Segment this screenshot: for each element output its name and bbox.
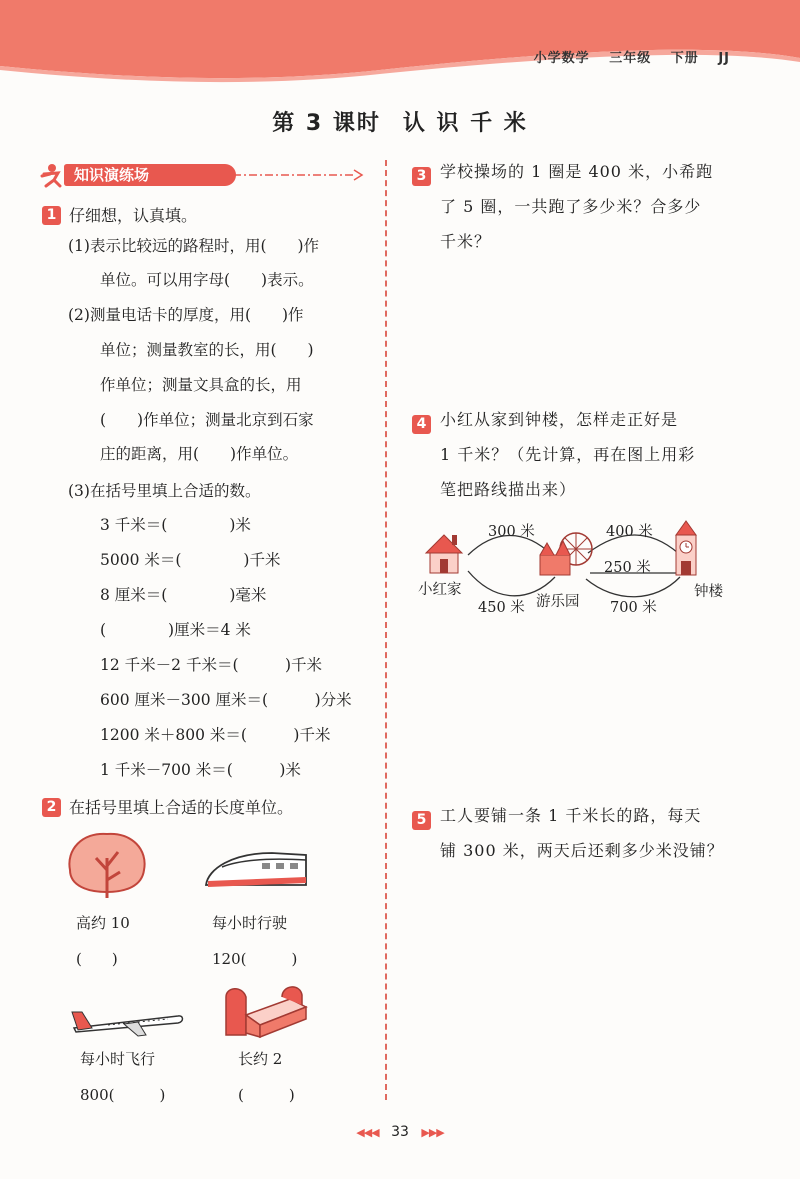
right-arrows-icon: ▶▶▶	[421, 1126, 444, 1139]
q3-text	[440, 154, 713, 259]
q1-prompt: 仔细想，认真填。	[69, 206, 198, 225]
dist-park-tower-mid: 250 米	[604, 560, 651, 576]
plane-caption: 每小时飞行	[80, 1050, 156, 1068]
q4-text	[440, 402, 695, 507]
page-number: 33	[391, 1124, 409, 1140]
section-label: 知识演练场	[64, 164, 236, 186]
q3-line: 千米？	[440, 232, 492, 251]
q1-item: 1200 米＋800 米＝( )千米	[100, 726, 331, 744]
q1-p2-line5: 庄的距离，用( )作单位。	[100, 445, 299, 463]
q2-prompt: 在括号里填上合适的长度单位。	[69, 798, 294, 817]
q1-item: 3 千米＝( )米	[100, 516, 251, 534]
q1-p1-line2: 单位。可以用字母( )表示。	[100, 271, 314, 289]
q5-text	[440, 798, 724, 868]
header-subject: 小学数学	[533, 51, 590, 66]
left-arrows-icon: ◀◀◀	[356, 1126, 379, 1139]
q1-p2-line1: (2)测量电话卡的厚度，用( )作	[68, 306, 304, 324]
header-edition: JJ	[718, 51, 730, 66]
column-divider	[385, 160, 387, 1100]
header-volume: 下册	[670, 51, 699, 66]
home-icon	[426, 535, 462, 573]
q4-line: 1 千米？（先计算，再在图上用彩	[440, 445, 696, 464]
q1-p2-line2: 单位；测量教室的长，用( )	[100, 341, 314, 359]
train-illustration	[202, 845, 312, 895]
clock-tower-icon	[676, 521, 696, 575]
bed-illustration	[220, 975, 310, 1040]
q4-number: 4	[412, 415, 431, 434]
q5-line: 铺 300 米，两天后还剩多少米没铺？	[440, 841, 724, 860]
tree-illustration	[62, 830, 152, 900]
lesson-number: 第 3 课时	[272, 111, 381, 136]
train-blank: 120( )	[212, 950, 298, 968]
q3-number: 3	[412, 167, 431, 186]
tower-label: 钟楼	[694, 584, 723, 600]
tree-blank: ( )	[76, 950, 118, 968]
q1-p2-line3: 作单位；测量文具盒的长，用	[100, 376, 302, 394]
bed-caption: 长约 2	[238, 1050, 283, 1068]
home-label: 小红家	[418, 582, 462, 598]
dist-park-tower-top: 400 米	[606, 524, 653, 540]
q1-p3-heading: (3)在括号里填上合适的数。	[68, 482, 261, 500]
dist-home-park-top: 300 米	[488, 524, 535, 540]
q4-heading	[412, 412, 439, 434]
tree-caption: 高约 10	[76, 914, 130, 932]
dist-park-tower-bottom: 700 米	[610, 600, 657, 616]
q5-line: 工人要铺一条 1 千米长的路，每天	[440, 806, 702, 825]
q1-p1-line1: (1)表示比较远的路程时，用( )作	[68, 237, 320, 255]
q4-line: 笔把路线描出来）	[440, 480, 577, 499]
q4-line: 小红从家到钟楼，怎样走正好是	[440, 410, 679, 429]
amusement-park-icon	[540, 533, 592, 575]
bed-blank: ( )	[238, 1086, 295, 1104]
q1-p2-line4: ( )作单位；测量北京到石家	[100, 411, 314, 429]
q3-heading	[412, 164, 439, 186]
page-title	[0, 106, 800, 137]
q2-number: 2	[42, 798, 61, 817]
q1-item: 8 厘米＝( )毫米	[100, 586, 267, 604]
q3-line: 了 5 圈，一共跑了多少米？合多少	[440, 197, 702, 216]
q1-item: 600 厘米－300 厘米＝( )分米	[100, 691, 352, 709]
header-grade: 三年级	[609, 51, 652, 66]
q5-number: 5	[412, 811, 431, 830]
q3-line: 学校操场的 1 圈是 400 米，小希跑	[440, 162, 714, 181]
q1-item: 12 千米－2 千米＝( )千米	[100, 656, 323, 674]
q1-number: 1	[42, 206, 61, 225]
q1-heading	[42, 203, 197, 226]
header-info	[520, 47, 730, 66]
dist-home-park-bottom: 450 米	[478, 600, 525, 616]
lesson-topic: 认 识 千 米	[402, 111, 528, 136]
q5-heading	[412, 808, 439, 830]
train-caption: 每小时行驶	[212, 914, 288, 932]
q1-item: 5000 米＝( )千米	[100, 551, 281, 569]
page-footer	[0, 1124, 800, 1140]
park-label: 游乐园	[536, 594, 580, 610]
airplane-illustration	[68, 1000, 188, 1040]
q1-item: ( )厘米＝4 米	[100, 621, 251, 639]
plane-blank: 800( )	[80, 1086, 166, 1104]
q2-heading	[42, 795, 293, 818]
q1-item: 1 千米－700 米＝( )米	[100, 761, 301, 779]
